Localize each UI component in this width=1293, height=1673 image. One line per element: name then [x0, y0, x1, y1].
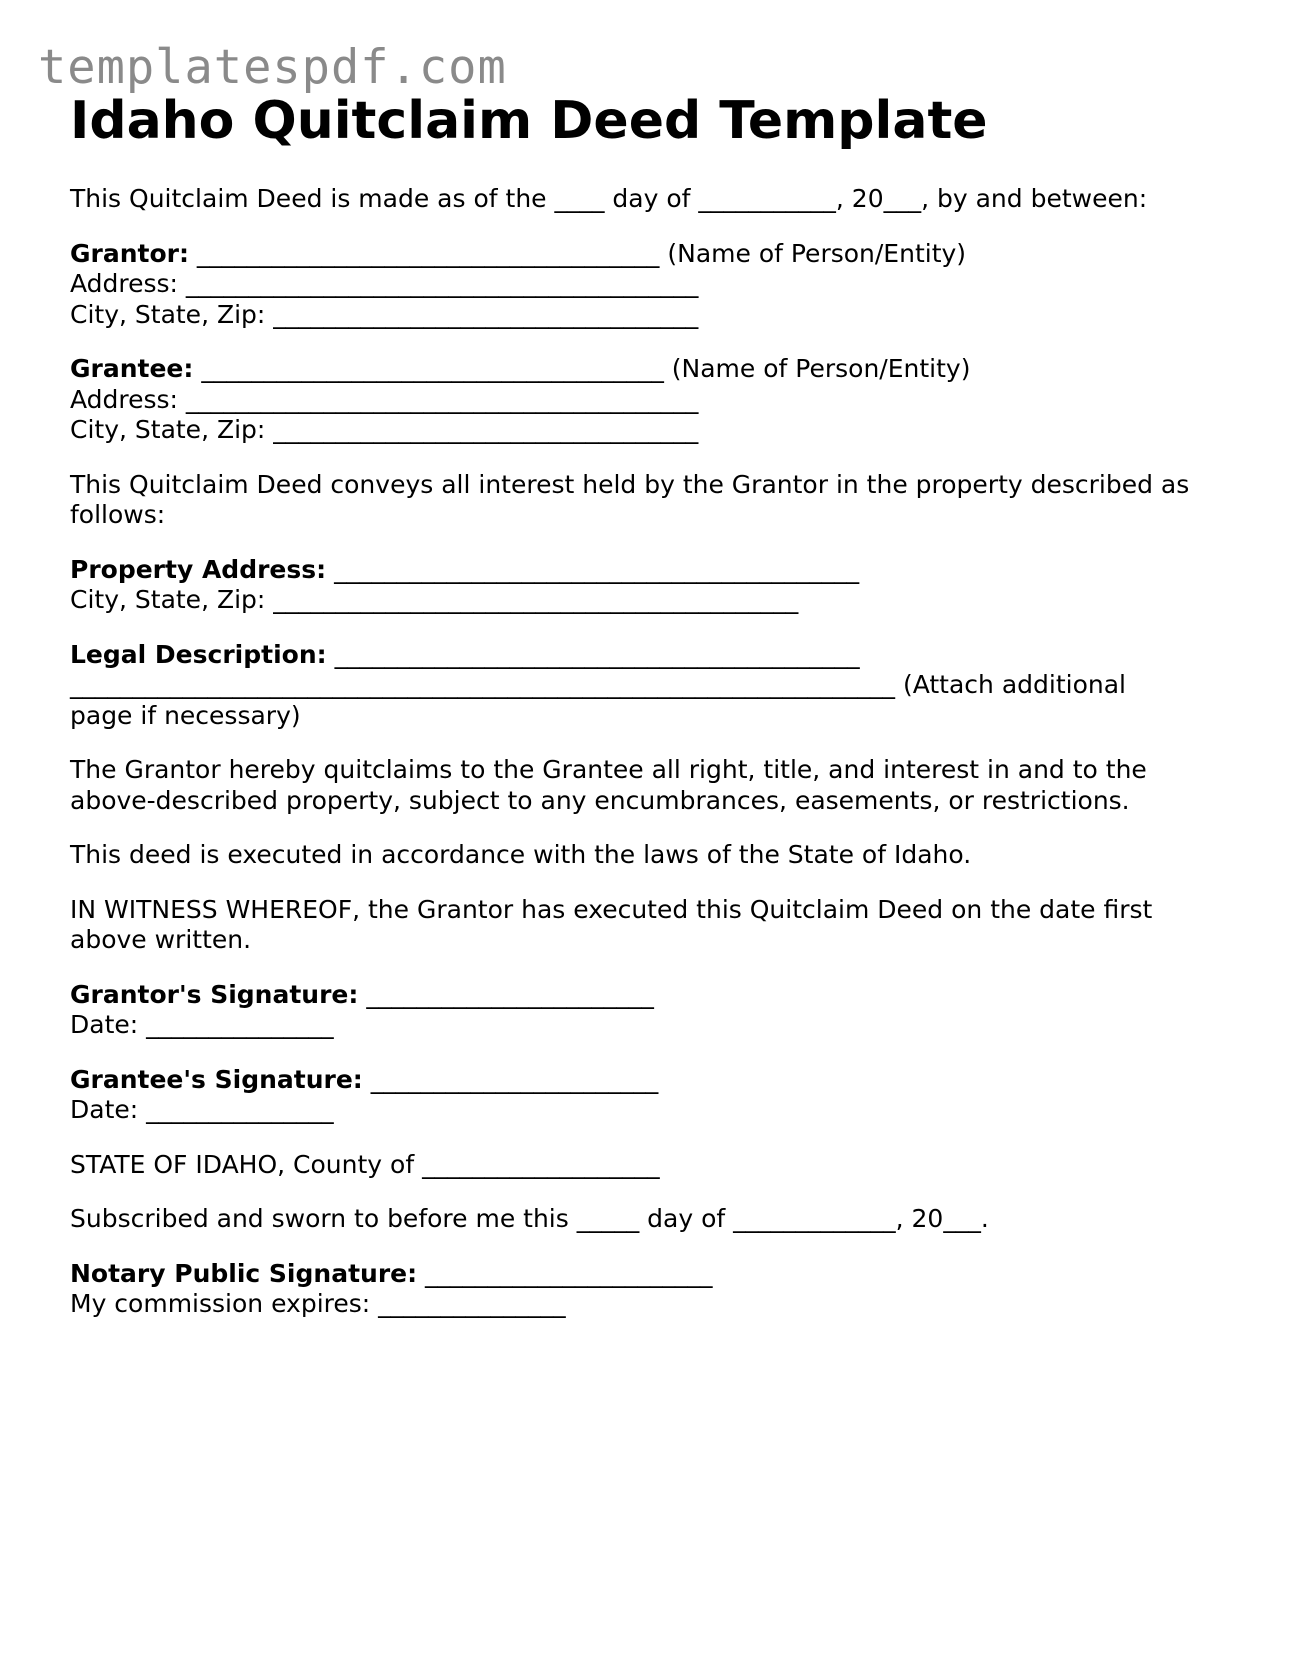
sworn-section — [70, 1204, 1220, 1235]
laws-text: This deed is executed in accordance with the laws of the State of Idaho. — [70, 840, 972, 869]
legal-description-note: page if necessary) — [70, 700, 301, 730]
notary-signature-field[interactable]: _______________________ — [417, 1258, 713, 1288]
grantor-signature-line — [70, 980, 1220, 1011]
grantor-signature-section — [70, 980, 1220, 1041]
grantor-address-field[interactable]: Address: _________________________________________ — [70, 269, 699, 298]
grantor-signature-field[interactable]: _______________________ — [358, 979, 654, 1009]
grantee-signature-line — [70, 1065, 1220, 1096]
legal-description-section — [70, 640, 1220, 732]
legal-description-line — [70, 640, 1220, 671]
grantor-name-field[interactable]: _____________________________________ (Name of Person/Entity) — [188, 238, 967, 268]
document-body — [70, 184, 1220, 1344]
conveys-text: This Quitclaim Deed conveys all interest held by the Grantor in the property described as follows: — [70, 469, 1190, 529]
witness-paragraph — [70, 895, 1220, 956]
property-address-field[interactable]: __________________________________________ — [326, 554, 860, 584]
notary-signature-line — [70, 1259, 1220, 1290]
quitclaim-text: The Grantor hereby quitclaims to the Grantee all right, title, and interest in and to the above-described property, subject to any encumbrances, easements, or restrictions. — [70, 755, 1147, 815]
grantor-section — [70, 239, 1220, 331]
property-address-label: Property Address: — [70, 554, 327, 584]
grantor-date-field[interactable]: Date: _______________ — [70, 1010, 334, 1039]
grantee-name-line — [70, 354, 1220, 385]
grantee-signature-label: Grantee's Signature: — [70, 1064, 363, 1094]
grantee-label: Grantee: — [70, 354, 194, 383]
county-section — [70, 1150, 1220, 1181]
legal-description-label: Legal Description: — [70, 639, 327, 669]
legal-description-field[interactable]: __________________________________________ — [326, 639, 860, 669]
intro-text: This Quitclaim Deed is made as of the ____ day of ___________, 20___, by and between: — [70, 184, 1148, 213]
sworn-field[interactable]: Subscribed and sworn to before me this _____ day of _____________, 20___. — [70, 1204, 989, 1233]
notary-signature-label: Notary Public Signature: — [70, 1258, 418, 1288]
grantee-address-field[interactable]: Address: _________________________________________ — [70, 384, 699, 414]
legal-description-field-2[interactable]: __________________________________________________________________ (Attach additional — [70, 670, 1126, 699]
commission-expires-field[interactable]: My commission expires: _______________ — [70, 1289, 566, 1318]
grantee-signature-field[interactable]: _______________________ — [362, 1064, 659, 1094]
grantee-date-field[interactable]: Date: _______________ — [70, 1095, 334, 1124]
conveys-paragraph — [70, 470, 1220, 531]
document-title: Idaho Quitclaim Deed Template — [70, 91, 988, 151]
grantor-name-line — [70, 239, 1220, 270]
notary-section — [70, 1259, 1220, 1320]
grantee-section — [70, 354, 1220, 446]
grantee-name-field[interactable]: _____________________________________ (Name of Person/Entity) — [193, 354, 971, 383]
grantor-label: Grantor: — [70, 238, 189, 268]
grantee-signature-section — [70, 1065, 1220, 1126]
watermark: templatespdf.com — [38, 40, 507, 95]
quitclaim-paragraph — [70, 755, 1220, 816]
property-city-field[interactable]: City, State, Zip: __________________________________________ — [70, 585, 799, 614]
grantor-city-field[interactable]: City, State, Zip: __________________________________ — [70, 299, 699, 329]
property-section — [70, 555, 1220, 616]
grantee-city-field[interactable]: City, State, Zip: __________________________________ — [70, 415, 699, 444]
witness-text: IN WITNESS WHEREOF, the Grantor has executed this Quitclaim Deed on the date first above written. — [70, 894, 1153, 954]
intro-paragraph — [70, 184, 1220, 215]
grantor-signature-label: Grantor's Signature: — [70, 979, 359, 1009]
county-field[interactable]: STATE OF IDAHO, County of ___________________ — [70, 1149, 660, 1179]
laws-paragraph — [70, 840, 1220, 871]
property-address-line — [70, 555, 1220, 586]
